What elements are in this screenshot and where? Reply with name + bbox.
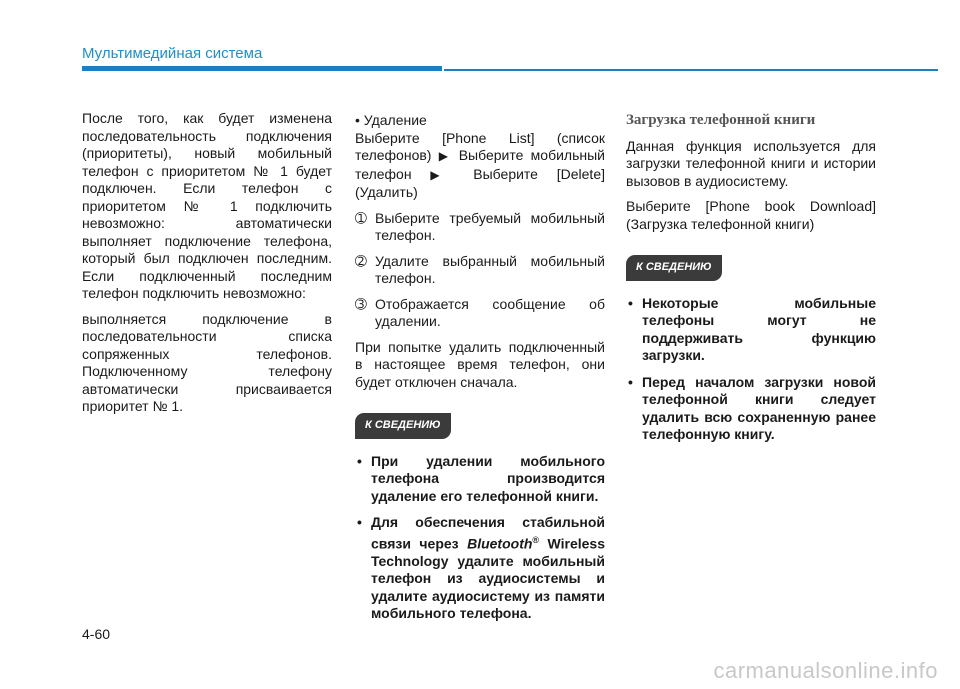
paragraph: выполняется подключение в последовательности списка сопряженных телефонов. Подключенному телефону автоматически присваивается приоритет № 1. [82, 310, 332, 414]
header-rule-thin [444, 69, 938, 71]
column-1 [82, 110, 332, 424]
note-list [626, 295, 876, 444]
note-item [355, 514, 605, 623]
column-3 [626, 112, 876, 453]
step-number: ➂ [355, 295, 367, 312]
instruction-part: Выберите мобильный телефон [355, 147, 606, 182]
brand-name: Bluetooth [467, 535, 533, 552]
step-number: ➀ [355, 209, 367, 226]
header-title: Мультимедийная система [82, 45, 263, 62]
step-text: Удалите выбранный мобильный телефон. [375, 252, 605, 286]
note-badge: К СВЕДЕНИЮ [355, 413, 451, 439]
header-rule-thick [82, 66, 442, 71]
instruction [355, 130, 605, 202]
paragraph: Выберите [Phone book Download] (Загрузка телефонной книги) [626, 198, 876, 232]
instruction-part: Выберите [Delete] (Удалить) [355, 165, 605, 200]
note-text: Для обеспечения стабильной связи через [371, 514, 605, 552]
step-text: Выберите требуемый мобильный телефон. [375, 209, 605, 243]
step-number: ➁ [355, 252, 367, 269]
paragraph: Данная функция используется для загрузки телефонной книги и истории вызовов в аудиосистему. [626, 137, 876, 189]
note-list [355, 453, 605, 623]
arrow-icon: ▶ [430, 167, 455, 182]
note-text: Wireless Technology удалите мобильный телефон из аудиосистемы и удалите аудиосистему из памяти мобильного телефона. [371, 535, 605, 622]
watermark: carmanualsonline.info [713, 658, 938, 683]
paragraph: После того, как будет изменена последовательность подключения (приоритеты), новый мобильный телефон с приоритетом № 1 будет подключен. Если телефон с приоритетом № 1 подключить невозможно: автоматически выполняет подключение телефона, который был подключен последним. Если подключенный последним телефон подключить невозможно: [82, 110, 332, 301]
step-item [355, 253, 605, 288]
section-title: Загрузка телефонной книги [626, 112, 816, 128]
bullet-heading: • Удаление [355, 112, 427, 128]
arrow-icon: ▶ [438, 149, 452, 163]
note-item: • При удалении мобильного телефона производится удаление его телефонной книги. [355, 453, 605, 506]
step-item [355, 210, 605, 245]
step-item [355, 296, 605, 331]
paragraph: При попытке удалить подключенный в настоящее время телефон, они будет отключен сначала. [355, 338, 605, 390]
note-item: • Перед началом загрузки новой телефонной книги следует удалить всю сохраненную ранее телефонную книгу. [626, 374, 876, 444]
page-number: 4-60 [82, 626, 111, 642]
step-text: Отображается сообщение об удалении. [375, 295, 605, 329]
note-badge: К СВЕДЕНИЮ [626, 255, 722, 281]
instruction-part: Выберите [Phone List] (список телефонов) [355, 129, 605, 163]
registered-mark: ® [532, 534, 540, 545]
column-2 [355, 112, 605, 632]
note-item: • Некоторые мобильные телефоны могут не поддерживать функцию загрузки. [626, 295, 876, 365]
